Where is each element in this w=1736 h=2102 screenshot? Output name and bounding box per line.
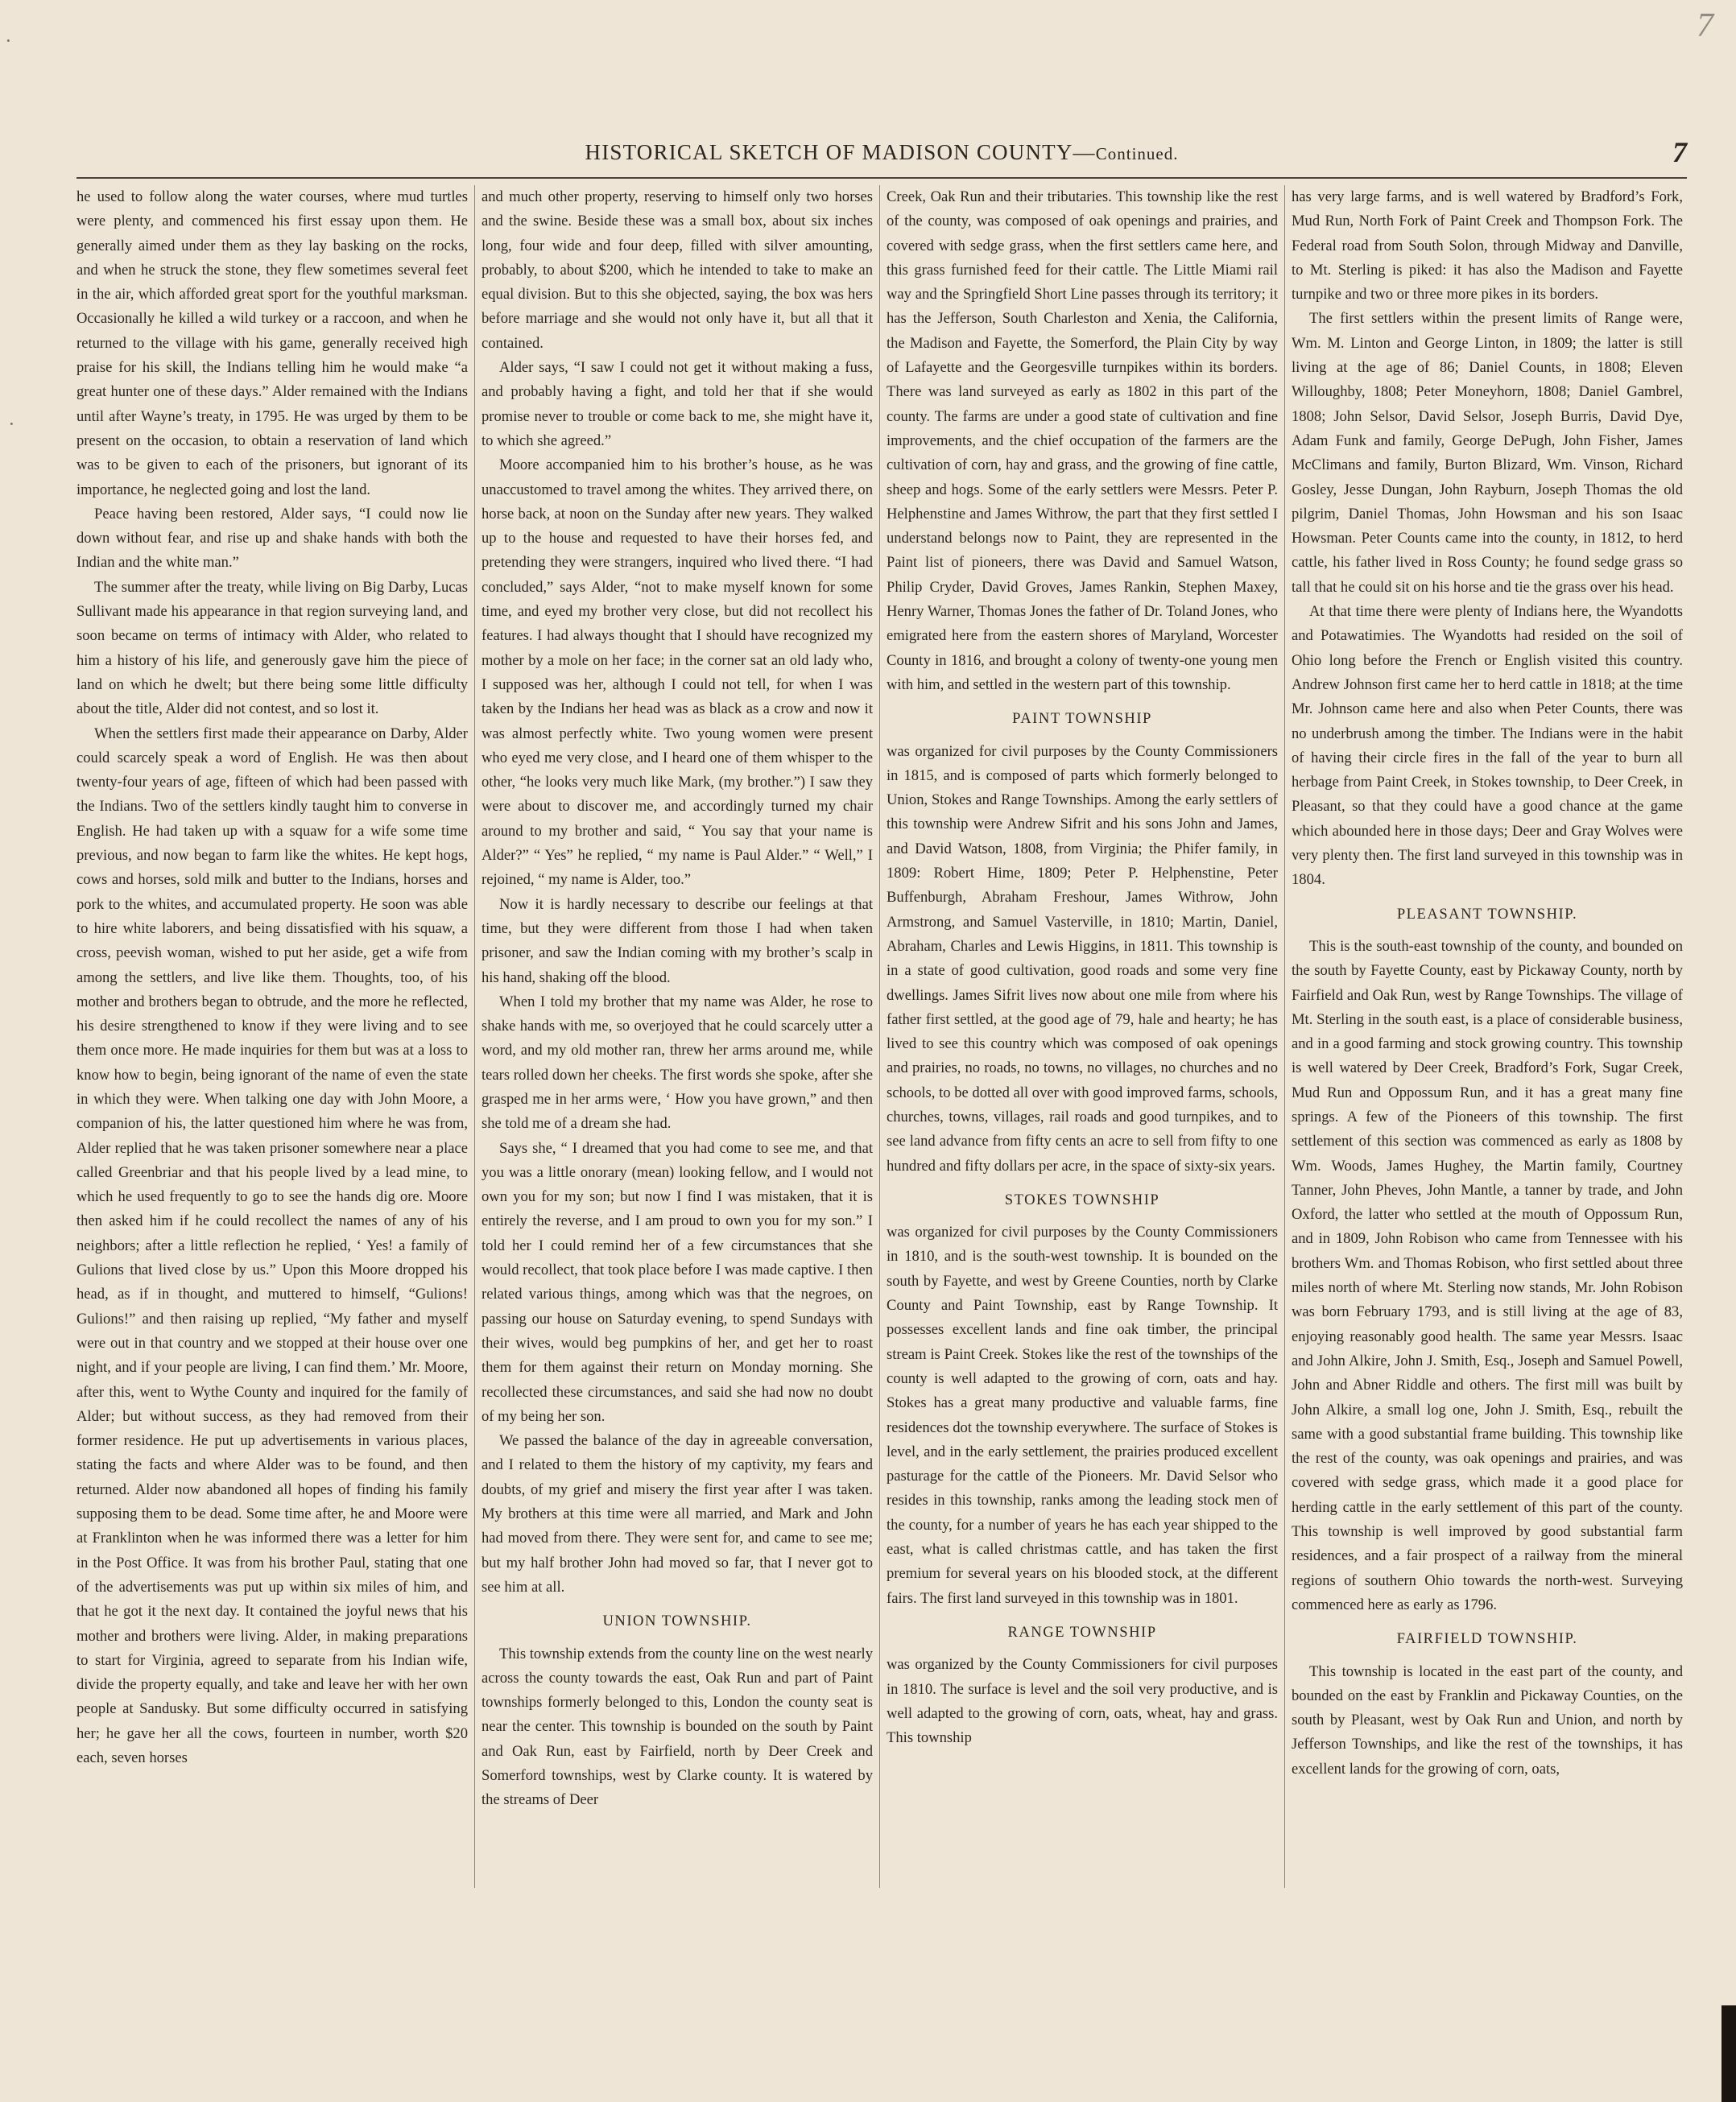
paragraph: We passed the balance of the day in agreeable conversation, and I related to them the history of my captivity, my fears and doubts, of my grief and misery the first year after I was taken. My brothers at this time were all married, and Mark and John had moved from there. They were sent for, and came to see me; but my half brother John had moved so far, that I never got to see him at all.: [482, 1432, 873, 1596]
paragraph: When the settlers first made their appearance on Darby, Alder could scarcely speak a word of English. He was then about twenty-four years of age, fifteen of which had been passed with the Indians. Two of the settlers kindly taught him to converse in English. He had taken up with a squaw for a wife some time previous, and now began to farm like the whites. He kept hogs, cows and horses, sold milk and butter to the Indians, horses and pork to the whites, and accumulated property. He soon was able to hire white laborers, and being dissatisfied with his squaw, a cross, peevish woman, wished to put her aside, get a wife from among the settlers, and live like them. Thoughts, too, of his mother and brothers began to obtrude, and the more he reflected, his desire strengthened to know if they were living and to see them once more. He made inquiries for them but was at a loss to know how to begin, being ignorant of the name of even the state in which they were. When talking one day with John Moore, a companion of his, the latter questioned him where he was from, Alder replied that he was taken prisoner somewhere near a place called Greenbriar and that his people lived by a lead mine, to which he used frequently to go to see the hands dig ore. Moore then asked him if he could recollect the names of any of his neighbors; after a little reflection he replied, ‘ Yes! a family of Gulions that lived close by us.” Upon this Moore dropped his head, as if in thought, and muttered to himself, “Gulions! Gulions!” and then raising up replied, “My father and myself were out in that country and we stopped at their house over one night, and if your people are living, I can find them.’ Mr. Moore, after this, went to Wythe County and inquired for the family of Alder; but without success, as they had removed from their former residence. He put up advertisements in various places, stating the facts and where Alder was to be found, and then returned. Alder now abandoned all hopes of finding his family supposing them to be dead. Some time after, he and Moore were at Franklinton when he was informed there was a letter for him in the Post Office. It was from his brother Paul, stating that one of the advertisements was put up within six miles of him, and that he got it the next day. It contained the joyful news that his mother and brothers were living. Alder, in making preparations to start for Virginia, agreed to separate from his Indian wife, divide the property equally, and take and leave her with her own people at Sandusky. But some difficulty occurred in satisfying her; he gave her all the cows, fourteen in number, worth $20 each, seven horses: [76, 725, 468, 1766]
paragraph: was organized for civil purposes by the County Commissioners in 1810, and is the south-west township. It is bounded on the south by Fayette, and west by Greene Counties, north by Clarke County and Paint Township, east by Range Township. It possesses excellent lands and fine oak timber, the principal stream is Paint Creek. Stokes like the rest of the townships of the county is well adapted to the growing of corn, oats and hay. Stokes has a great many productive and valuable farms, fine residences dot the township everywhere. The surface of Stokes is level, and in the early settlement, the prairies produced excellent pasturage for the cattle of the Pioneers. Mr. David Selsor who resides in this township, ranks among the leading stock men of the county, for a number of years he has each year shipped to the east, what is called christmas cattle, and has taken the first premium for several years on his blooded stock, at the different fairs. The first land surveyed in this township was in 1801.: [887, 1224, 1278, 1607]
paragraph: was organized by the County Commissioners for civil purposes in 1810. The surface is level and the soil very productive, and is well adapted to the growing of corn, oats, wheat, hay and grass. This township: [887, 1656, 1278, 1747]
section-heading: PAINT TOWNSHIP: [1012, 710, 1152, 728]
margin-mark: ·: [8, 412, 15, 436]
paragraph: At that time there were plenty of Indians here, the Wyandotts and Potawatimies. The Wyandotts had resided on the soil of Ohio long before the French or English visited this country. Andrew Johnson first came her to herd cattle in 1818; at the time Mr. Johnson came here and also when Peter Counts, there was no underbrush among the timber. The Indians were in the habit of having their circle fires in the fall of the year to burn all herbage from Paint Creek, in Stokes township, to Deer Creek, in Pleasant, so that they could have a good chance at the game which abounded here in those days; Deer and Gray Wolves were very plenty then. The first land surveyed in this township was in 1804.: [1292, 603, 1683, 889]
paragraph: he used to follow along the water courses, where mud turtles were plenty, and commenced his first essay upon them. He generally aimed under them as they lay basking on the rocks, and when he struck the stone, they flew sometimes several feet in the air, which afforded great sport for the youthful marksman. Occasionally he killed a wild turkey or a raccoon, and when he returned to the village with his game, generally received high praise for his skill, the Indians telling him he would make “a great hunter one of these days.” Alder remained with the Indians until after Wayne’s treaty, in 1795. He was urged by them to be present on the occasion, to obtain a reservation of land which was to be given to each of the prisoners, but ignorant of its importance, he neglected going and lost the land.: [76, 188, 468, 498]
section-heading: UNION TOWNSHIP.: [602, 1613, 752, 1630]
column-divider: [879, 185, 880, 1888]
column-divider: [1284, 185, 1285, 1888]
column-2: [482, 185, 873, 1888]
margin-mark: ·: [5, 29, 12, 52]
paragraph: This township is located in the east part of the county, and bounded on the east by Franklin and Pickaway Counties, on the south by Pleasant, west by Oak Run and Union, and north by Jefferson Townships, and like the rest of the townships, it has excellent lands for the growing of corn, oats,: [1292, 1662, 1683, 1778]
section-heading: STOKES TOWNSHIP: [1004, 1191, 1160, 1208]
paragraph: When I told my brother that my name was Alder, he rose to shake hands with me, so overjoyed that he could scarcely utter a word, and my old mother ran, threw her arms around me, while tears rolled down her cheeks. The first words she spoke, after she grasped me in her arms were, ‘ How you have grown,” and then she told me of a dream she had.: [482, 993, 873, 1133]
paragraph: Peace having been restored, Alder says, “I could now lie down without fear, and rise up and shake hands with both the Indian and the white man.”: [76, 505, 468, 572]
page-edge-stain: [1722, 2005, 1736, 2102]
paragraph: This township extends from the county line on the west nearly across the county towards the east, Oak Run and part of Paint townships formerly belonged to this, London the county seat is near the center. This township is bounded on the south by Paint and Oak Run, east by Fairfield, north by Deer Creek and Somerford townships, west by Clarke county. It is watered by the streams of Deer: [482, 1645, 873, 1809]
header-title-text: HISTORICAL SKETCH OF MADISON COUNTY—: [585, 140, 1096, 164]
paragraph: The summer after the treaty, while living on Big Darby, Lucas Sullivant made his appearance in that region surveying land, and soon became on terms of intimacy with Alder, who related to him a history of his life, and generously gave him the piece of land on which he dwelt; but there being some little difficulty about the title, Alder did not contest, and so lost it.: [76, 578, 468, 718]
paragraph: Says she, “ I dreamed that you had come to see me, and that you was a little onorary (mean) looking fellow, and I would not own you for my son; but now I find I was mistaken, that it is entirely the reverse, and I am proud to own you for my son.” I told her I could remind her of a few circumstances that she would recollect, that took place before I was made captive. I then related various things, among which was that the negroes, on passing our house on Saturday evening, to spend Sundays with their wives, would beg pumpkins of her, and get her to roast them for them against their return on Monday morning. She recollected these circumstances, and said she had now no doubt of my being her son.: [482, 1139, 873, 1425]
paragraph: The first settlers within the present limits of Range were, Wm. M. Linton and George Linton, in 1809; the latter is still living at the age of 86; Daniel Counts, in 1808; Eleven Willoughby, 1808; Peter Moneyhorn, 1808; Daniel Gambrel, 1808; John Selsor, David Selsor, Joseph Burris, David Dye, Adam Funk and family, George DePugh, John Fisher, James McClimans and family, Burton Blizard, Wm. Vinson, Richard Gosley, Jesse Dungan, John Rayburn, Joseph Thomas the old pilgrim, Daniel Thomas, John Howsman and his son Isaac Howsman. Peter Counts came into the county, in 1812, to herd cattle, his father lived in Ross County; he found sedge grass so tall that he could sit on his horse and tie the grass over his head.: [1292, 310, 1683, 596]
column-1: [76, 185, 468, 1888]
column-3: [887, 185, 1278, 1888]
header-page-number: 7: [1672, 136, 1687, 168]
article-columns: [76, 185, 1687, 1888]
section-heading: RANGE TOWNSHIP: [1007, 1623, 1157, 1641]
paragraph: Now it is hardly necessary to describe our feelings at that time, but they were different from those I had when taken prisoner, and saw the Indian coming with my brother’s scalp in his hand, shaking off the blood.: [482, 895, 873, 986]
header-title: [76, 140, 1687, 165]
section-heading: FAIRFIELD TOWNSHIP.: [1396, 1630, 1578, 1648]
paragraph: was organized for civil purposes by the County Commissioners in 1815, and is composed of parts which formerly belonged to Union, Stokes and Range Townships. Among the early settlers of this township were Andrew Sifrit and his sons John and James, and David Watson, 1808, from Virginia; the Phifer family, in 1809: Robert Hime, 1809; Peter P. Helphenstine, Peter Buffenburgh, Abraham Freshour, James Withrow, John Armstrong, and Samuel Vasterville, in 1810; Martin, Daniel, Abraham, Charles and Lewis Higgins, in 1811. This township is in a state of good cultivation, good roads and some very fine dwellings. James Sifrit lives now about one mile from where his father first settled, at the good age of 79, hale and hearty; he has lived to see this country which was composed of oak openings and prairies, no roads, no towns, no villages, no churches and no schools, to be dotted all over with good improved farms, schools, churches, towns, villages, rail roads and good turnpikes, and to see land advance from fifty cents an acre to sell from fifty to one hundred and fifty dollars per acre, in the space of sixty-six years.: [887, 742, 1278, 1175]
section-heading: PLEASANT TOWNSHIP.: [1396, 905, 1578, 923]
paragraph: and much other property, reserving to himself only two horses and the swine. Beside these was a small box, about six inches long, four wide and four deep, filled with silver amounting, probably, to about $200, which he intended to take to make an equal division. But to this she objected, saying, the box was hers before marriage and she would not only have it, but all that it contained.: [482, 188, 873, 352]
paragraph: Alder says, “I saw I could not get it without making a fuss, and probably having a fight, and told her that if she would promise never to trouble or come back to me, she might have it, to which she agreed.”: [482, 359, 873, 449]
header-continued: Continued.: [1095, 144, 1179, 163]
corner-page-number: 7: [1697, 7, 1713, 44]
column-divider: [474, 185, 475, 1888]
paragraph: Moore accompanied him to his brother’s house, as he was unaccustomed to travel among the whites. They arrived there, on horse back, at noon on the Sunday after new years. They walked up to the house and requested to have their horses fed, and pretending they were strangers, inquired who lived there. “I had concluded,” says Alder, “not to make myself known for some time, and eyed my brother very close, but did not recollect his features. I had always thought that I should have recognized my mother by a mole on her face; in the corner sat an old lady who, I supposed was her, although I could not tell, for when I was taken by the Indians her head was as black as a crow and now it was almost perfectly white. Two young women were present who eyed me very close, and I heard one of them whisper to the other, “he looks very much like Mark, (my brother.”) I saw they were about to discover me, and accordingly turned my chair around to my brother and said, “ You say that your name is Alder?” “ Yes” he replied, “ my name is Paul Alder.” “ Well,” I rejoined, “ my name is Alder, too.”: [482, 456, 873, 889]
paragraph: This is the south-east township of the county, and bounded on the south by Fayette County, east by Pickaway County, north by Fairfield and Oak Run, west by Range Townships. The village of Mt. Sterling in the south east, is a place of considerable business, and in a good farming and stock growing country. This township is well watered by Deer Creek, Bradford’s Fork, Sugar Creek, Mud Run and Oppossum Run, and it has a great many fine springs. A few of the Pioneers of this township. The first settlement of this section was commenced as early as 1808 by Wm. Woods, James Hughey, the Martin family, Courtney Tanner, John Pheves, John Mantle, a tanner by trade, and John Oxford, the latter who settled at the mouth of Oppossum Run, and in 1809, John Robison who came from Tennessee with his brothers Wm. and Thomas Robison, who first settled about three miles north of where Mt. Sterling now stands, Mr. John Robison was born February 1793, and is still living at the age of 83, enjoying reasonably good health. The same year Messrs. Isaac and John Alkire, John J. Smith, Esq., Joseph and Samuel Powell, John and Abner Riddle and others. The first mill was built by John Alkire, a small log one, John J. Smith, Esq., rebuilt the same with a good substantial frame building. This township like the rest of the county, was oak openings and prairies, and was covered with sedge grass, which made it a good place for herding cattle in the early settlement of this part of the county. This township is well improved by good substantial farm residences, and a fair prospect of a railway from the mineral regions of southern Ohio towards the north-west. Surveying commenced here as early as 1796.: [1292, 937, 1683, 1613]
page-header: [76, 135, 1687, 179]
paragraph: Creek, Oak Run and their tributaries. This township like the rest of the county, was composed of oak openings and prairies, and covered with sedge grass, when the first settlers came here, and this grass furnished feed for their cattle. The Little Miami rail way and the Springfield Short Line passes through its territory; it has the Jefferson, South Charleston and Xenia, the California, the Madison and Fayette, the Somerford, the Plain City by way of Lafayette and the Georgesville turnpikes within its borders. There was land surveyed as early as 1802 in this part of the county. The farms are under a good state of cultivation and fine improvements, and the chief occupation of the farmers are the cultivation of corn, hay and grass, and the growing of fine cattle, sheep and hogs. Some of the early settlers were Messrs. Peter P. Helphenstine and James Withrow, the part that they first settled I understand belongs now to Paint, they are represented in the Paint list of pioneers, there was David and Samuel Watson, Philip Cryder, David Groves, James Rankin, Stephen Maxey, Henry Warner, Thomas Jones the father of Dr. Toland Jones, who emigrated here from the eastern shores of Maryland, Worcester County in 1816, and brought a colony of twenty-one young men with him, and settled in the western part of this township.: [887, 188, 1278, 693]
paragraph: has very large farms, and is well watered by Bradford’s Fork, Mud Run, North Fork of Paint Creek and Thompson Fork. The Federal road from South Solon, through Midway and Danville, to Mt. Sterling is piked: it has also the Madison and Fayette turnpike and two or three more pikes in its borders.: [1292, 188, 1683, 304]
column-4: [1292, 185, 1683, 1888]
